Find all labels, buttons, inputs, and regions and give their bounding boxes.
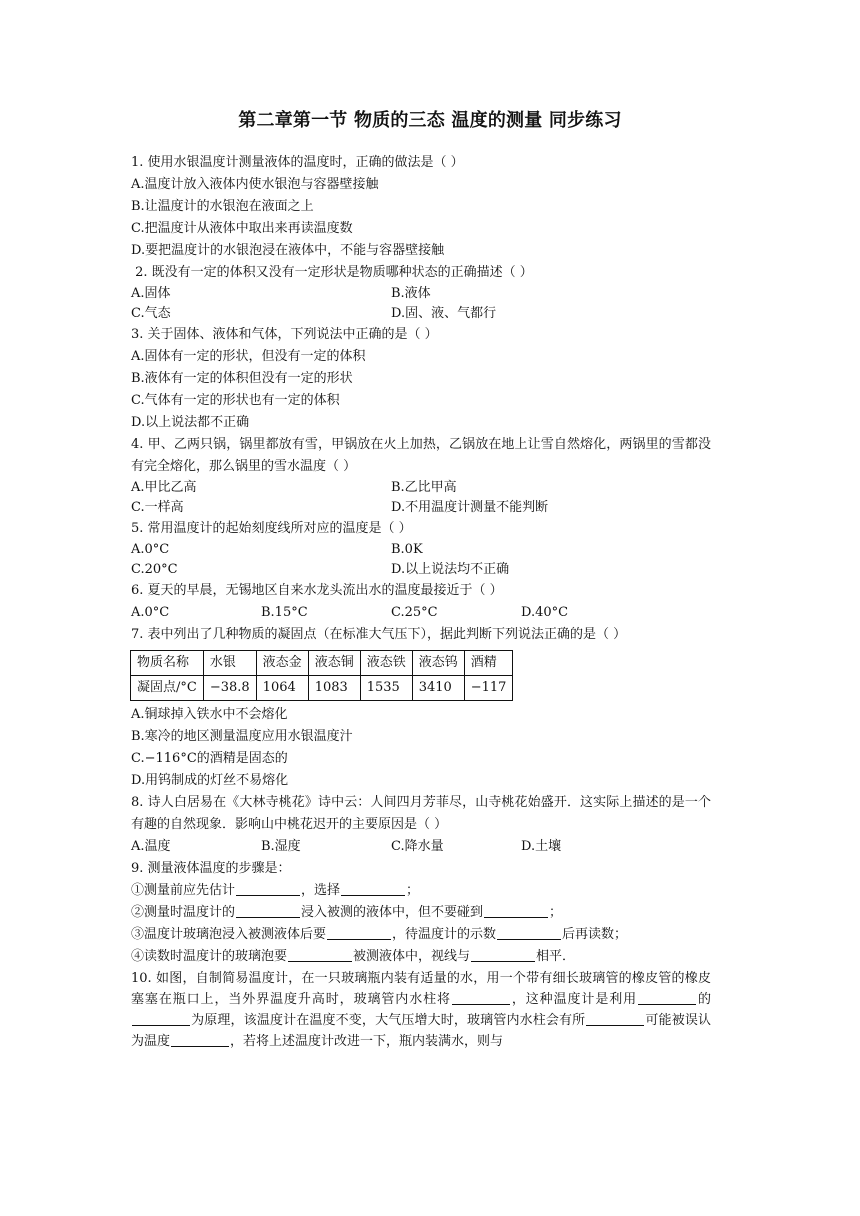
q9-step-3-text-a: ③温度计玻璃泡浸入被测液体后要 <box>131 927 327 942</box>
q5-options-row-2 <box>131 560 711 580</box>
q10-text-2: ，这种温度计是利用 <box>510 992 638 1007</box>
table-cell: 液态钨 <box>412 651 464 676</box>
q9-step-1-text-a: ①测量前应先估计 <box>131 883 236 898</box>
q9-step-2-text-c: ； <box>549 905 563 920</box>
q10-text-3: 的 <box>697 992 711 1007</box>
q9-step-1-text-b: ，选择 <box>301 883 341 898</box>
q6-option-b: B.15°C <box>261 605 308 620</box>
q10-text-4: 为原理，该温度计在温度不变，大气压增大时，玻璃管内水柱会有所 <box>191 1013 586 1028</box>
table-cell: 酒精 <box>464 651 513 676</box>
q1-option-a: A.温度计放入液体内使水银泡与容器壁接触 <box>131 177 379 192</box>
q6-options-row <box>131 602 711 624</box>
q4-option-d: D.不用温度计测量不能判断 <box>391 500 549 515</box>
question-9-stem: 9. 测量液体温度的步骤是： <box>131 861 291 876</box>
table-cell: −117 <box>464 676 513 701</box>
q9-step-2-text-a: ②测量时温度计的 <box>131 905 236 920</box>
q9-step-3-text-c: 后再读数； <box>562 927 628 942</box>
q8-option-d: D.土壤 <box>521 839 562 854</box>
page-title: 第二章第一节 物质的三态 温度的测量 同步练习 <box>238 110 622 131</box>
question-3-stem: 3. 关于固体、液体和气体，下列说法中正确的是（ ） <box>131 327 438 342</box>
q6-option-d: D.40°C <box>521 605 569 620</box>
q10-text-5: 可能被误认为温度 <box>131 1013 711 1049</box>
q7-option-d: D.用钨制成的灯丝不易熔化 <box>131 773 289 788</box>
q1-option-d: D.要把温度计的水银泡浸在液体中，不能与容器壁接触 <box>131 243 445 258</box>
q10-text-1: 10. 如图，自制简易温度计，在一只玻璃瓶内装有适量的水，用一个带有细长玻璃管的橡皮管的橡皮塞塞在瓶口上，当外界温度升高时，玻璃管内水柱将 <box>131 971 711 1007</box>
q5-option-b: B.0K <box>391 542 423 557</box>
q9-step-4 <box>131 946 711 968</box>
question-2-stem: 2. 既没有一定的体积又没有一定形状是物质哪种状态的正确描述（ ） <box>131 265 533 280</box>
table-cell: 3410 <box>412 676 464 701</box>
q6-option-c: C.25°C <box>391 605 438 620</box>
table-cell: 1083 <box>308 676 360 701</box>
question-4-stem: 4. 甲、乙两只锅，锅里都放有雪，甲锅放在火上加热，乙锅放在地上让雪自然熔化，两锅里的雪都没有完全熔化，那么锅里的雪水温度（ ） <box>131 437 711 474</box>
q4-options-row-2 <box>131 498 711 518</box>
q1-option-b: B.让温度计的水银泡在液面之上 <box>131 199 314 214</box>
table-cell: 液态金 <box>256 651 308 676</box>
freezing-point-table <box>130 650 513 701</box>
q7-option-b: B.寒冷的地区测量温度应用水银温度汁 <box>131 729 353 744</box>
fill-blank[interactable] <box>638 990 696 1005</box>
fill-blank[interactable] <box>586 1011 644 1026</box>
fill-blank[interactable] <box>288 947 352 962</box>
q10-text-6: ，若将上述温度计改进一下，瓶内装满水，则与 <box>230 1034 504 1049</box>
q9-step-4-text-a: ④读数时温度计的玻璃泡要 <box>131 949 288 964</box>
q5-option-a: A.0°C <box>131 542 170 557</box>
table-cell: 液态铜 <box>308 651 360 676</box>
fill-blank[interactable] <box>327 925 391 940</box>
q9-step-2 <box>131 902 711 924</box>
q3-option-d: D.以上说法都不正确 <box>131 415 250 430</box>
q9-step-3 <box>131 924 711 946</box>
q6-option-a: A.0°C <box>131 605 170 620</box>
q2-option-a: A.固体 <box>131 286 171 301</box>
worksheet-content <box>131 152 711 1052</box>
fill-blank[interactable] <box>341 881 405 896</box>
q3-option-b: B.液体有一定的体积但没有一定的形状 <box>131 371 353 386</box>
q2-options-row-2 <box>131 304 711 324</box>
fill-blank[interactable] <box>452 990 510 1005</box>
q8-option-b: B.湿度 <box>261 839 301 854</box>
q4-option-b: B.乙比甲高 <box>391 480 457 495</box>
q4-options-row-1 <box>131 478 711 498</box>
q9-step-4-text-c: 相平． <box>536 949 576 964</box>
q5-option-d: D.以上说法均不正确 <box>391 562 510 577</box>
q7-option-a: A.铜球掉入铁水中不会熔化 <box>131 707 288 722</box>
q4-option-a: A.甲比乙高 <box>131 480 197 495</box>
question-8-stem: 8. 诗人白居易在《大林寺桃花》诗中云：人间四月芳菲尽，山寺桃花始盛开．这实际上描述的是一个有趣的自然现象．影响山中桃花迟开的主要原因是（ ） <box>131 795 711 832</box>
table-cell: −38.8 <box>203 676 256 701</box>
fill-blank[interactable] <box>132 1011 190 1026</box>
q9-step-1 <box>131 880 711 902</box>
q2-option-b: B.液体 <box>391 286 431 301</box>
q5-option-c: C.20°C <box>131 562 178 577</box>
question-7-stem: 7. 表中列出了几种物质的凝固点（在标准大气压下），据此判断下列说法正确的是（ ） <box>131 627 627 642</box>
q3-option-c: C.气体有一定的形状也有一定的体积 <box>131 393 340 408</box>
table-cell: 1064 <box>256 676 308 701</box>
table-cell: 凝固点/°C <box>131 676 204 701</box>
q8-option-a: A.温度 <box>131 839 171 854</box>
fill-blank[interactable] <box>236 881 300 896</box>
q4-option-c: C.一样高 <box>131 500 184 515</box>
fill-blank[interactable] <box>171 1032 229 1047</box>
q2-options-row-1 <box>131 284 711 304</box>
q9-step-4-text-b: 被测液体中，视线与 <box>353 949 471 964</box>
q9-step-1-text-c: ； <box>406 883 420 898</box>
table-cell: 水银 <box>203 651 256 676</box>
table-cell: 液态铁 <box>360 651 412 676</box>
table-header-row <box>131 651 513 676</box>
q8-options-row <box>131 836 711 858</box>
table-row <box>131 676 513 701</box>
question-1-stem: 1. 使用水银温度计测量液体的温度时，正确的做法是（ ） <box>131 155 464 170</box>
fill-blank[interactable] <box>236 903 300 918</box>
table-cell: 1535 <box>360 676 412 701</box>
table-cell: 物质名称 <box>131 651 204 676</box>
fill-blank[interactable] <box>484 903 548 918</box>
q1-option-c: C.把温度计从液体中取出来再读温度数 <box>131 221 353 236</box>
question-10-text <box>131 968 711 1052</box>
q5-options-row-1 <box>131 540 711 560</box>
q9-step-2-text-b: 浸入被测的液体中，但不要碰到 <box>301 905 484 920</box>
q3-option-a: A.固体有一定的形状，但没有一定的体积 <box>131 349 366 364</box>
q2-option-d: D.固、液、气都行 <box>391 306 497 321</box>
q9-step-3-text-b: ，待温度计的示数 <box>392 927 497 942</box>
question-6-stem: 6. 夏天的早晨，无锡地区自来水龙头流出水的温度最接近于（ ） <box>131 583 503 598</box>
question-5-stem: 5. 常用温度计的起始刻度线所对应的温度是（ ） <box>131 521 412 536</box>
fill-blank[interactable] <box>471 947 535 962</box>
fill-blank[interactable] <box>497 925 561 940</box>
q7-option-c: C.−116°C的酒精是固态的 <box>131 751 288 766</box>
q2-option-c: C.气态 <box>131 306 171 321</box>
q8-option-c: C.降水量 <box>391 839 444 854</box>
